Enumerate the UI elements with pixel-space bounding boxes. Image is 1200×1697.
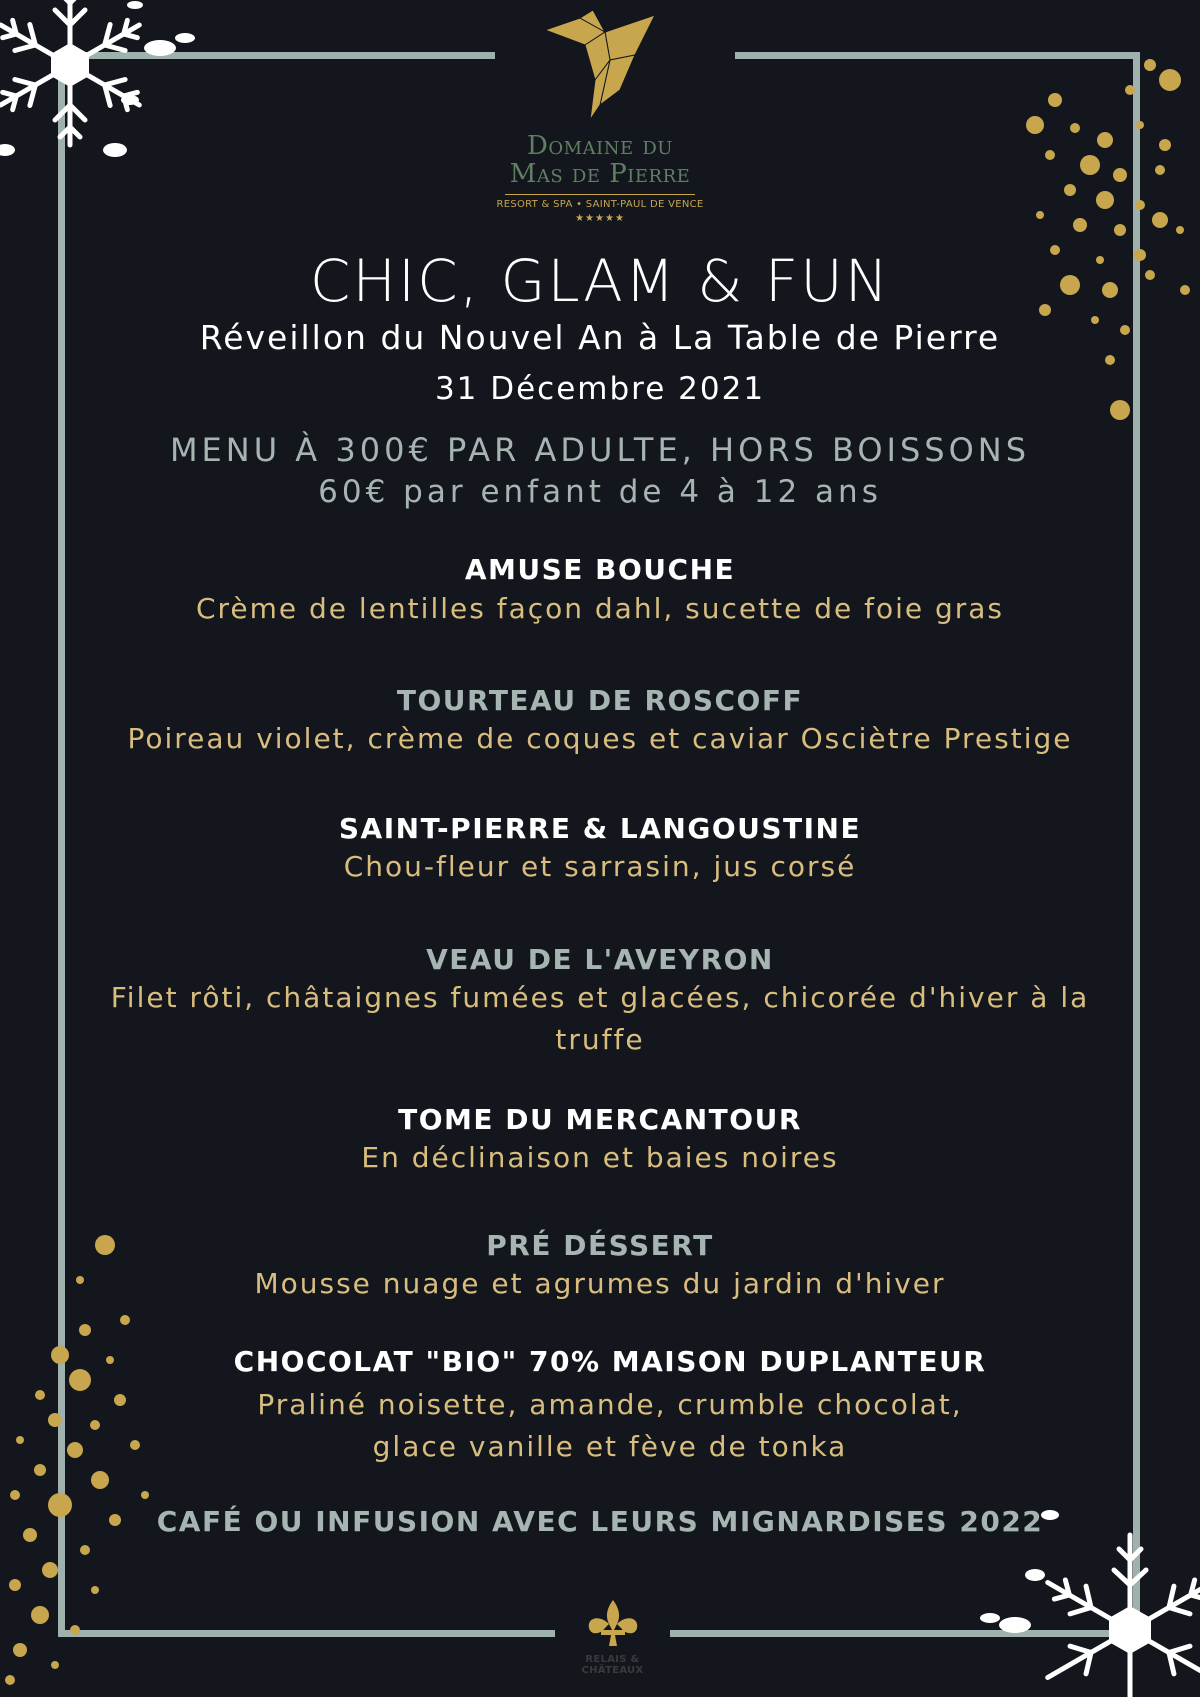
course-description: Poireau violet, crème de coques et caviar Osciètre Prestige xyxy=(127,722,1073,755)
brand-stars: ★★★★★ xyxy=(575,213,625,224)
price-child: 60€ par enfant de 4 à 12 ans xyxy=(318,474,882,510)
course-description: En déclinaison et baies noires xyxy=(361,1141,839,1174)
course-name: PRÉ DÉSSERT xyxy=(486,1229,714,1262)
price-adult: MENU À 300€ PAR ADULTE, HORS BOISSONS xyxy=(169,431,1031,469)
relais-line1: RELAIS & xyxy=(585,1654,640,1665)
hotel-logo xyxy=(470,10,730,240)
menu-date: 31 Décembre 2021 xyxy=(434,371,766,407)
course-description: Chou-fleur et sarrasin, jus corsé xyxy=(343,850,857,883)
course-name: TOME DU MERCANTOUR xyxy=(398,1103,802,1136)
brand-name-line1: Domaine du xyxy=(527,131,673,161)
snowflake-icon xyxy=(0,0,210,190)
course-name: TOURTEAU DE ROSCOFF xyxy=(396,684,804,717)
course-description: Mousse nuage et agrumes du jardin d'hiver xyxy=(254,1267,946,1300)
brand-tagline: RESORT & SPA • SAINT-PAUL DE VENCE xyxy=(496,199,704,210)
brand-name-line2: Mas de Pierre xyxy=(509,159,691,189)
course-name: AMUSE BOUCHE xyxy=(464,553,736,586)
course-name: SAINT-PIERRE & LANGOUSTINE xyxy=(338,812,862,845)
menu-closing: CAFÉ OU INFUSION AVEC LEURS MIGNARDISES 2022 xyxy=(156,1505,1044,1538)
relais-line2: CHÂTEAUX xyxy=(581,1665,644,1676)
course-name: VEAU DE L'AVEYRON xyxy=(426,943,774,976)
relais-chateaux-logo xyxy=(565,1598,660,1676)
course-description: Filet rôti, châtaignes fumées et glacées, chicorée d'hiver à la truffe xyxy=(110,981,1090,1056)
menu-subtitle: Réveillon du Nouvel An à La Table de Pierre xyxy=(199,318,1001,357)
course-description: Praliné noisette, amande, crumble chocolat, glace vanille et fève de tonka xyxy=(257,1388,963,1463)
fleur-de-lys-icon xyxy=(585,1598,641,1650)
origami-dove-icon xyxy=(535,10,665,128)
course-description: Crème de lentilles façon dahl, sucette de foie gras xyxy=(195,592,1005,625)
menu-title: CHIC, GLAM & FUN xyxy=(309,247,891,315)
brand-divider xyxy=(505,194,695,195)
course-name: CHOCOLAT "BIO" 70% MAISON DUPLANTEUR xyxy=(233,1345,987,1378)
